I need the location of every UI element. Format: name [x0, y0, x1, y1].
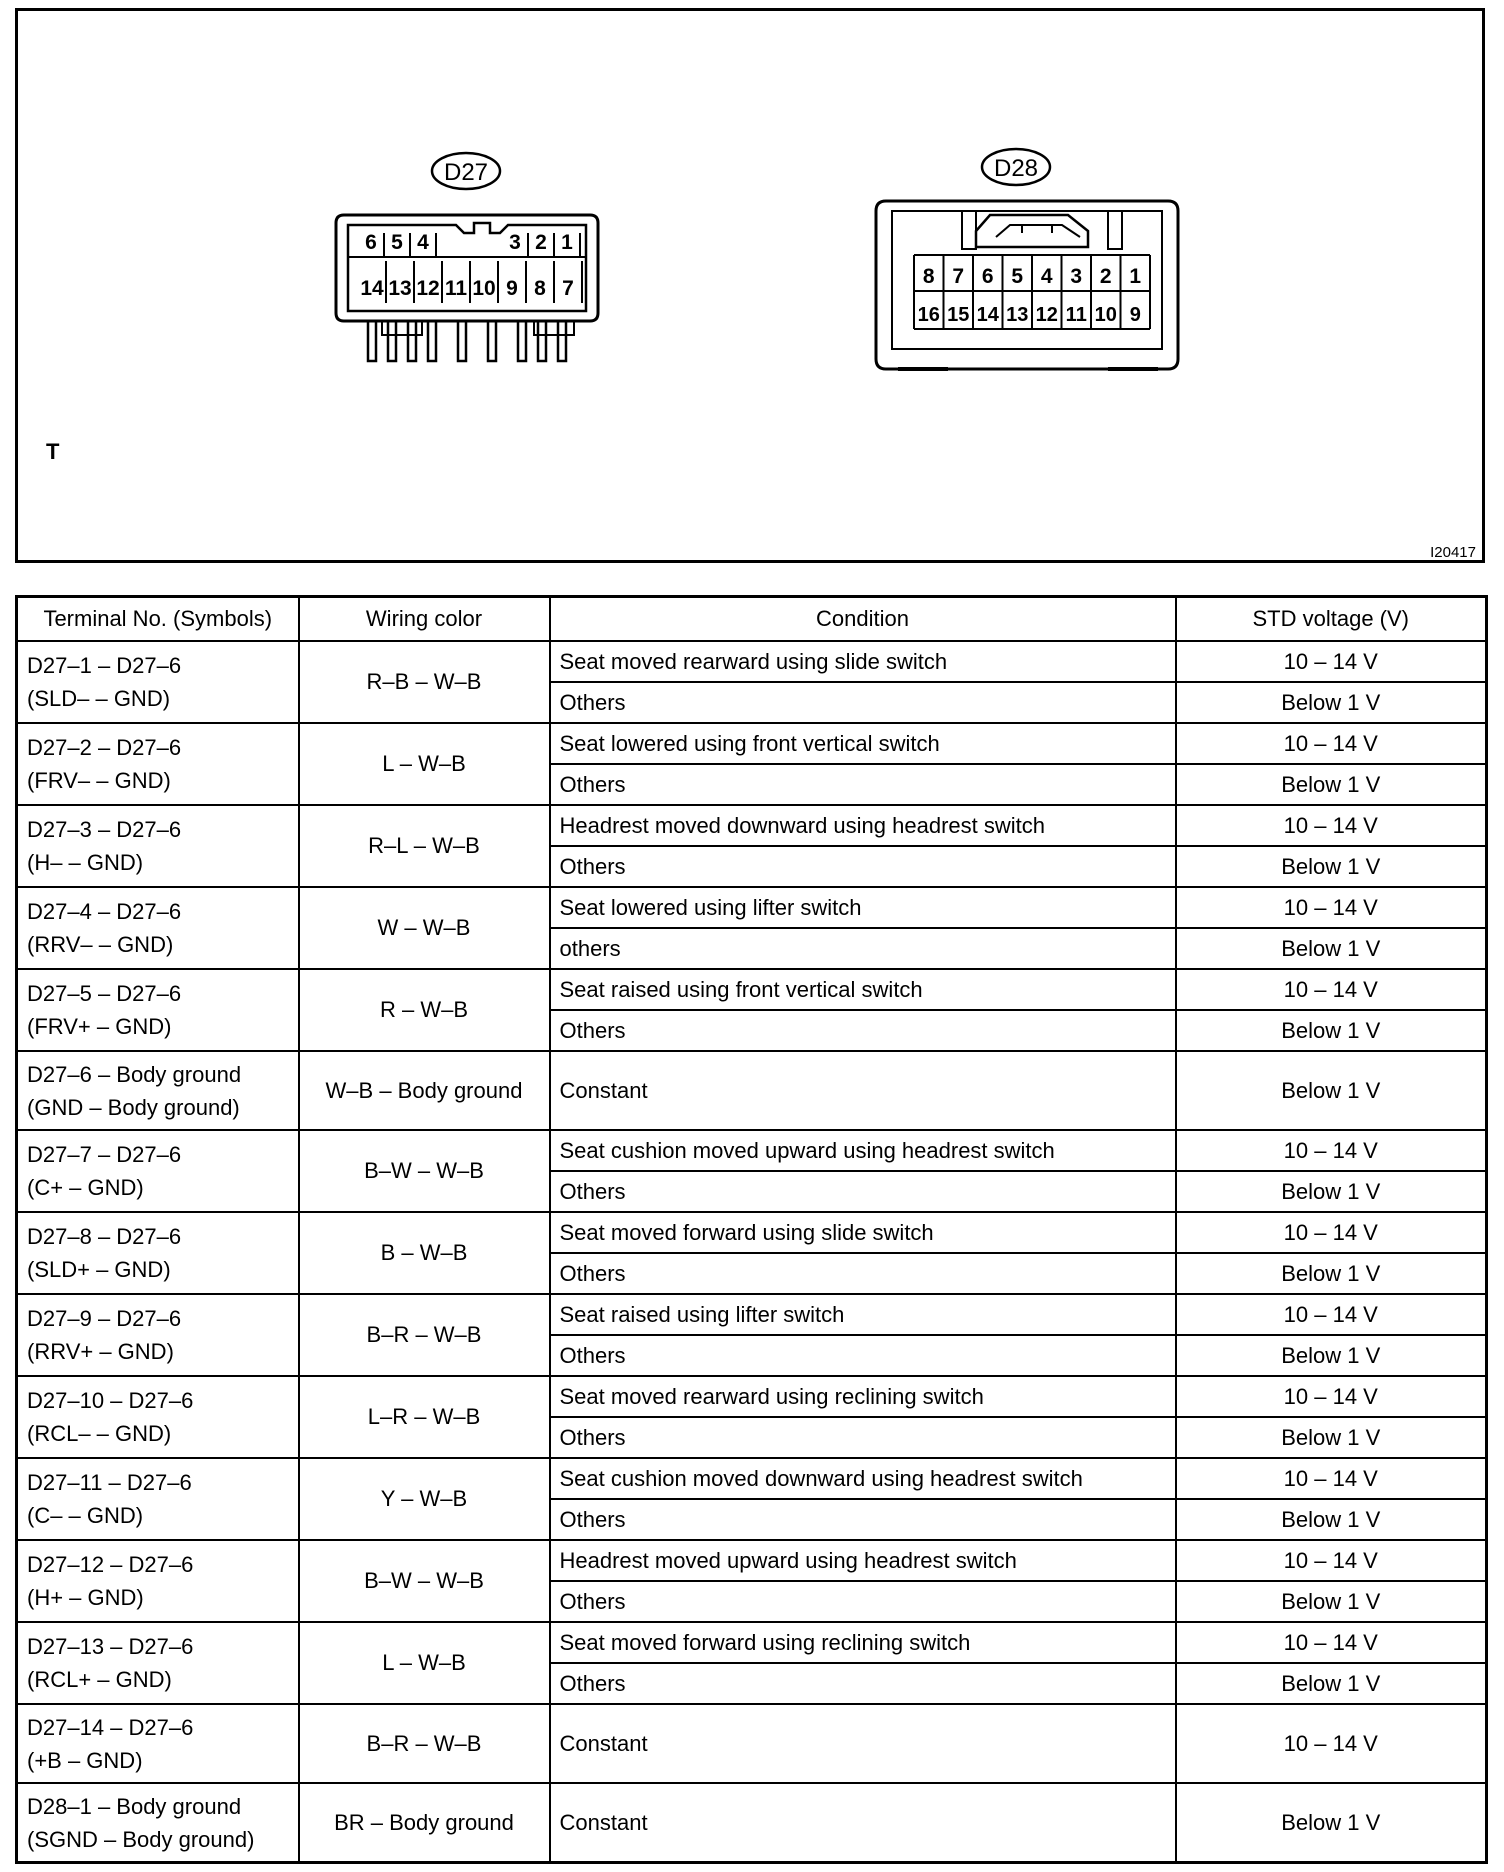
- condition-cell: Headrest moved downward using headrest switch: [550, 805, 1176, 846]
- terminal-cell: [17, 1783, 299, 1863]
- voltage-cell: 10 – 14 V: [1176, 805, 1487, 846]
- table-body: [17, 641, 1487, 1863]
- wiring-color-cell: L – W–B: [299, 1622, 550, 1704]
- terminal-table-wrapper: [15, 595, 1485, 1864]
- terminal-symbol: (SLD– – GND): [27, 686, 171, 711]
- header-condition: Condition: [550, 597, 1176, 642]
- pin-number: 7: [562, 277, 574, 300]
- d27-bottom-row: [360, 261, 582, 303]
- terminal-symbol: (H– – GND): [27, 850, 144, 875]
- voltage-cell: Below 1 V: [1176, 846, 1487, 887]
- condition-cell: Others: [550, 1499, 1176, 1540]
- terminal-number: D27–9 – D27–6: [27, 1306, 182, 1331]
- pin-number: 12: [416, 277, 440, 300]
- wiring-color-cell: B – W–B: [299, 1212, 550, 1294]
- pin-number: 1: [1129, 265, 1142, 288]
- connector-diagram: [15, 8, 1485, 563]
- pin-number: 8: [534, 277, 546, 300]
- condition-cell: Seat moved rearward using reclining switch: [550, 1376, 1176, 1417]
- voltage-cell: Below 1 V: [1176, 1783, 1487, 1863]
- terminal-symbol: (H+ – GND): [27, 1585, 144, 1610]
- terminal-voltage-table: [15, 595, 1488, 1864]
- condition-cell: Others: [550, 1253, 1176, 1294]
- terminal-cell: [17, 641, 299, 723]
- d27-top-row: [365, 231, 580, 257]
- connector-figure: [18, 11, 1482, 560]
- terminal-number: D27–4 – D27–6: [27, 899, 182, 924]
- condition-cell: Seat cushion moved downward using headrest switch: [550, 1458, 1176, 1499]
- terminal-symbol: (RCL– – GND): [27, 1421, 172, 1446]
- condition-cell: others: [550, 928, 1176, 969]
- table-row: [17, 1783, 1487, 1863]
- pin-number: 13: [388, 277, 412, 300]
- condition-cell: Headrest moved upward using headrest switch: [550, 1540, 1176, 1581]
- condition-cell: Seat moved forward using reclining switch: [550, 1622, 1176, 1663]
- pin-number: 4: [417, 231, 429, 254]
- pin-number: 8: [922, 265, 935, 288]
- condition-cell: Others: [550, 764, 1176, 805]
- figure-id: I20417: [1430, 544, 1476, 560]
- header-wiring-color: Wiring color: [299, 597, 550, 642]
- pin-number: 14: [360, 277, 384, 300]
- wiring-color-cell: B–R – W–B: [299, 1294, 550, 1376]
- terminal-symbol: (SLD+ – GND): [27, 1257, 171, 1282]
- condition-cell: Seat cushion moved upward using headrest switch: [550, 1130, 1176, 1171]
- condition-cell: Others: [550, 682, 1176, 723]
- voltage-cell: Below 1 V: [1176, 1499, 1487, 1540]
- voltage-cell: 10 – 14 V: [1176, 723, 1487, 764]
- voltage-cell: 10 – 14 V: [1176, 1622, 1487, 1663]
- terminal-symbol: (RRV+ – GND): [27, 1339, 174, 1364]
- table-row: [17, 1212, 1487, 1253]
- condition-cell: Seat moved rearward using slide switch: [550, 641, 1176, 682]
- terminal-symbol: (C– – GND): [27, 1503, 144, 1528]
- pin-number: 10: [1094, 304, 1117, 326]
- voltage-cell: 10 – 14 V: [1176, 1704, 1487, 1783]
- pin-number: 1: [561, 231, 573, 254]
- pin-number: 16: [917, 304, 940, 326]
- terminal-number: D27–8 – D27–6: [27, 1224, 182, 1249]
- header-terminal: Terminal No. (Symbols): [17, 597, 299, 642]
- terminal-cell: [17, 1622, 299, 1704]
- condition-cell: Others: [550, 846, 1176, 887]
- d28-label: D28: [993, 155, 1039, 182]
- terminal-symbol: (+B – GND): [27, 1747, 143, 1773]
- terminal-number: D27–6 – Body ground: [27, 1061, 242, 1087]
- terminal-symbol: (FRV+ – GND): [27, 1014, 172, 1039]
- condition-cell: Others: [550, 1171, 1176, 1212]
- voltage-cell: 10 – 14 V: [1176, 1212, 1487, 1253]
- table-row: [17, 1051, 1487, 1130]
- d28-bottom-row: [918, 291, 1150, 329]
- terminal-cell: [17, 1540, 299, 1622]
- wiring-color-cell: B–W – W–B: [299, 1540, 550, 1622]
- table-row: [17, 1458, 1487, 1499]
- terminal-cell: [17, 969, 299, 1051]
- pin-number: 3: [1070, 265, 1083, 288]
- table-row: [17, 1294, 1487, 1335]
- pin-number: 14: [976, 304, 999, 326]
- voltage-cell: 10 – 14 V: [1176, 1540, 1487, 1581]
- condition-cell: Seat lowered using front vertical switch: [550, 723, 1176, 764]
- wiring-color-cell: B–W – W–B: [299, 1130, 550, 1212]
- condition-cell: Others: [550, 1663, 1176, 1704]
- table-row: [17, 1376, 1487, 1417]
- condition-cell: Constant: [550, 1051, 1176, 1130]
- pin-number: 3: [509, 231, 521, 254]
- terminal-number: D27–12 – D27–6: [27, 1552, 194, 1577]
- terminal-cell: [17, 723, 299, 805]
- wiring-color-cell: W – W–B: [299, 887, 550, 969]
- terminal-number: D27–10 – D27–6: [27, 1388, 194, 1413]
- voltage-cell: 10 – 14 V: [1176, 1376, 1487, 1417]
- wiring-color-cell: W–B – Body ground: [299, 1051, 550, 1130]
- pin-number: 6: [981, 265, 994, 288]
- pin-number: 4: [1040, 265, 1053, 288]
- condition-cell: Seat raised using lifter switch: [550, 1294, 1176, 1335]
- table-header-row: [17, 597, 1487, 642]
- condition-cell: Others: [550, 1581, 1176, 1622]
- pin-number: 5: [1011, 265, 1024, 288]
- terminal-number: D27–7 – D27–6: [27, 1142, 182, 1167]
- condition-cell: Seat moved forward using slide switch: [550, 1212, 1176, 1253]
- voltage-cell: Below 1 V: [1176, 764, 1487, 805]
- condition-cell: Others: [550, 1010, 1176, 1051]
- voltage-cell: Below 1 V: [1176, 1171, 1487, 1212]
- pin-number: 7: [952, 265, 965, 288]
- terminal-cell: [17, 887, 299, 969]
- table-row: [17, 723, 1487, 764]
- terminal-number: D27–3 – D27–6: [27, 817, 182, 842]
- wiring-color-cell: BR – Body ground: [299, 1783, 550, 1863]
- terminal-symbol: (GND – Body ground): [27, 1094, 240, 1120]
- pin-number: 9: [506, 277, 518, 300]
- terminal-number: D27–5 – D27–6: [27, 981, 182, 1006]
- terminal-cell: [17, 1212, 299, 1294]
- wiring-color-cell: R – W–B: [299, 969, 550, 1051]
- table-row: [17, 1704, 1487, 1783]
- terminal-cell: [17, 805, 299, 887]
- wiring-color-cell: Y – W–B: [299, 1458, 550, 1540]
- table-row: [17, 641, 1487, 682]
- terminal-number: D27–13 – D27–6: [27, 1634, 194, 1659]
- voltage-cell: 10 – 14 V: [1176, 1294, 1487, 1335]
- wiring-color-cell: R–B – W–B: [299, 641, 550, 723]
- terminal-symbol: (RCL+ – GND): [27, 1667, 172, 1692]
- terminal-symbol: (FRV– – GND): [27, 768, 171, 793]
- voltage-cell: Below 1 V: [1176, 928, 1487, 969]
- pin-number: 11: [1065, 304, 1087, 326]
- pin-number: 2: [535, 231, 547, 254]
- voltage-cell: 10 – 14 V: [1176, 1130, 1487, 1171]
- pin-number: 15: [947, 304, 970, 326]
- voltage-cell: Below 1 V: [1176, 1663, 1487, 1704]
- header-std-voltage: STD voltage (V): [1176, 597, 1487, 642]
- terminal-cell: [17, 1130, 299, 1212]
- voltage-cell: Below 1 V: [1176, 1417, 1487, 1458]
- terminal-number: D28–1 – Body ground: [27, 1793, 242, 1819]
- wiring-color-cell: R–L – W–B: [299, 805, 550, 887]
- pin-number: 6: [365, 231, 377, 254]
- d27-label: D27: [443, 159, 489, 186]
- terminal-number: D27–11 – D27–6: [27, 1470, 192, 1495]
- terminal-cell: [17, 1294, 299, 1376]
- voltage-cell: Below 1 V: [1176, 1253, 1487, 1294]
- terminal-symbol: (SGND – Body ground): [27, 1826, 255, 1852]
- voltage-cell: Below 1 V: [1176, 682, 1487, 723]
- condition-cell: Constant: [550, 1783, 1176, 1863]
- voltage-cell: 10 – 14 V: [1176, 887, 1487, 928]
- condition-cell: Constant: [550, 1704, 1176, 1783]
- terminal-cell: [17, 1051, 299, 1130]
- pin-number: 10: [472, 277, 496, 300]
- table-row: [17, 1130, 1487, 1171]
- d28-top-row: [923, 255, 1150, 291]
- terminal-cell: [17, 1704, 299, 1783]
- voltage-cell: Below 1 V: [1176, 1335, 1487, 1376]
- table-row: [17, 805, 1487, 846]
- table-row: [17, 1540, 1487, 1581]
- terminal-number: D27–14 – D27–6: [27, 1714, 194, 1740]
- voltage-cell: 10 – 14 V: [1176, 1458, 1487, 1499]
- condition-cell: Seat lowered using lifter switch: [550, 887, 1176, 928]
- pin-number: 5: [391, 231, 403, 254]
- wiring-color-cell: L – W–B: [299, 723, 550, 805]
- terminal-number: D27–1 – D27–6: [27, 653, 182, 678]
- terminal-cell: [17, 1458, 299, 1540]
- pin-number: 13: [1006, 304, 1029, 326]
- voltage-cell: Below 1 V: [1176, 1051, 1487, 1130]
- table-row: [17, 969, 1487, 1010]
- terminal-symbol: (C+ – GND): [27, 1175, 144, 1200]
- table-row: [17, 887, 1487, 928]
- table-row: [17, 1622, 1487, 1663]
- voltage-cell: Below 1 V: [1176, 1010, 1487, 1051]
- pin-number: 12: [1035, 304, 1058, 326]
- view-label: T: [46, 439, 60, 464]
- wiring-color-cell: L–R – W–B: [299, 1376, 550, 1458]
- condition-cell: Others: [550, 1417, 1176, 1458]
- terminal-cell: [17, 1376, 299, 1458]
- condition-cell: Others: [550, 1335, 1176, 1376]
- pin-number: 11: [444, 277, 468, 300]
- pin-number: 2: [1099, 265, 1112, 288]
- voltage-cell: 10 – 14 V: [1176, 969, 1487, 1010]
- terminal-number: D27–2 – D27–6: [27, 735, 182, 760]
- terminal-symbol: (RRV– – GND): [27, 932, 174, 957]
- condition-cell: Seat raised using front vertical switch: [550, 969, 1176, 1010]
- voltage-cell: 10 – 14 V: [1176, 641, 1487, 682]
- wiring-color-cell: B–R – W–B: [299, 1704, 550, 1783]
- voltage-cell: Below 1 V: [1176, 1581, 1487, 1622]
- pin-number: 9: [1129, 304, 1141, 326]
